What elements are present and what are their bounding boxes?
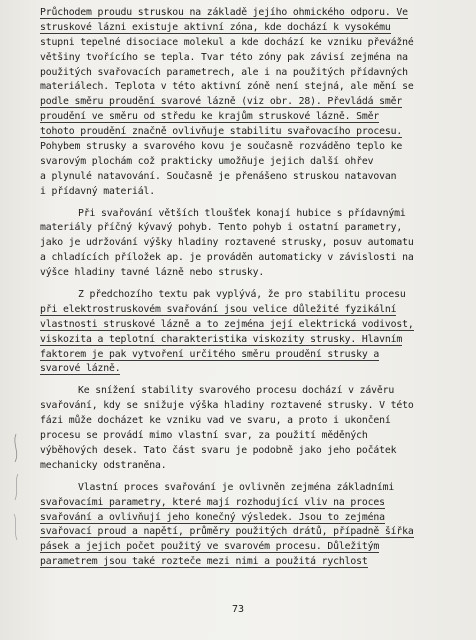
line-text: procesu se provádí mimo vlastní svar, za použití měděných: [40, 430, 368, 442]
paragraph-gap: [40, 281, 464, 288]
text-line: [40, 459, 464, 474]
text-line: [40, 207, 464, 222]
line-text: Pohybem strusky a svarového kovu je současně rozváděno teplo ke: [40, 141, 403, 153]
text-line: [40, 303, 464, 318]
text-line: [40, 333, 464, 348]
text-line: [40, 221, 464, 236]
line-text: svařování, kdy se snižuje výška hladiny roztavené strusky. V této: [40, 400, 414, 412]
text-line: [40, 155, 464, 170]
text-line: [40, 80, 464, 95]
highlighted-text: faktorem je pak vytvoření určitého směru proudění strusky a: [40, 348, 380, 360]
text-line: [40, 266, 464, 281]
text-line: [40, 496, 464, 511]
text-line: [40, 140, 464, 155]
highlighted-text: svařovacími parametry, které mají rozhodující vliv na proces: [40, 496, 385, 508]
margin-handwriting-marks: [6, 430, 26, 550]
text-line: [40, 170, 464, 185]
body-text: [40, 6, 464, 570]
text-line: [40, 6, 464, 21]
line-text: jako je udržování výšky hladiny roztavené strusky, posuv automatu: [40, 237, 414, 249]
text-line: [40, 95, 464, 110]
text-line: [40, 481, 464, 496]
text-line: [40, 21, 464, 36]
text-line: [40, 399, 464, 414]
text-line: [40, 110, 464, 125]
text-line: [40, 236, 464, 251]
line-text: Při svařování větších tloušťek konají hubice s přídavnými: [78, 207, 406, 219]
line-text: výšce hladiny tavné lázně nebo strusky.: [40, 267, 265, 279]
text-line: [40, 511, 464, 526]
text-line: [40, 362, 464, 377]
highlighted-text: tohoto proudění značně ovlivňuje stabilitu svařovacího procesu.: [40, 126, 403, 138]
paragraph-gap: [40, 474, 464, 481]
highlighted-text: svařovací proud a napětí, průměry použitých drátů, případně šířka: [40, 526, 414, 538]
text-line: [40, 51, 464, 66]
line-text: výběhových desek. Tato část svaru je podobně jako jeho počátek: [40, 444, 397, 456]
text-line: [40, 318, 464, 333]
highlighted-text: struskové lázni existuje aktivní zóna, kde dochází k vysokému: [40, 21, 391, 33]
text-line: [40, 555, 464, 570]
page-number: 73: [231, 604, 245, 615]
line-text: a plynulé natavování. Současně je přenášeno struskou natavovan: [40, 170, 397, 182]
text-line: [40, 444, 464, 459]
line-text: Ke snížení stability svarového procesu dochází v závěru: [78, 385, 395, 397]
line-text: stupni tepelné disociace molekul a kde dochází ke vzniku převážné: [40, 36, 414, 48]
text-line: [40, 429, 464, 444]
text-line: [40, 66, 464, 81]
line-text: Vlastní proces svařování je ovlivněn zejména základními: [78, 481, 395, 493]
text-line: [40, 251, 464, 266]
text-line: [40, 288, 464, 303]
line-text: materiálech. Teplota v této aktivní zóně není stejná, ale mění se: [40, 81, 414, 93]
highlighted-text: viskozita a teplotní charakteristika viskozity strusky. Hlavním: [40, 333, 403, 345]
highlighted-text: při elektrostruskovém svařování jsou velice důležité fyzikální: [40, 303, 397, 315]
text-line: [40, 185, 464, 200]
text-line: [40, 525, 464, 540]
highlighted-text: parametrem jsou také rozteče mezi nimi a použitá rychlost: [40, 556, 368, 568]
text-line: [40, 125, 464, 140]
line-text: a chladících příložek ap. je prováděn automaticky v závislosti na: [40, 252, 414, 264]
line-text: svarovým plochám což prakticky umožňuje jejich další ohřev: [40, 155, 374, 167]
highlighted-text: Průchodem proudu struskou na základě jejího ohmického odporu. Ve: [40, 7, 408, 18]
text-line: [40, 384, 464, 399]
paragraph-gap: [40, 200, 464, 207]
text-line: [40, 36, 464, 51]
highlighted-text: podle směru proudění svarové lázně (viz obr. 28). Převládá směr: [40, 96, 403, 108]
line-text: Z předchozího textu pak vyplývá, že pro stabilitu procesu: [78, 289, 406, 301]
highlighted-text: proudění ve směru od středu ke krajům struskové lázně. Směr: [40, 111, 380, 123]
paragraph-gap: [40, 377, 464, 384]
highlighted-text: vlastnosti struskové lázně a to zejména její elektrická vodivost,: [40, 318, 414, 330]
text-line: [40, 414, 464, 429]
line-text: fázi může docházet ke vzniku vad ve svaru, a proto i ukončení: [40, 415, 391, 427]
line-text: většiny tvořícího se tepla. Tvar této zóny pak závisí zejména na: [40, 51, 408, 63]
line-text: i přídavný materiál.: [40, 185, 155, 197]
line-text: materiály příčný kývavý pohyb. Tento pohyb i ostatní parametry,: [40, 222, 403, 234]
text-line: [40, 348, 464, 363]
highlighted-text: pásek a jejich počet použitý ve svarovém procesu. Důležitým: [40, 541, 380, 553]
line-text: mechanicky odstraněna.: [40, 459, 167, 471]
text-line: [40, 540, 464, 555]
highlighted-text: svarové lázně.: [40, 363, 121, 375]
highlighted-text: svařování a ovlivňují jeho konečný výsledek. Jsou to zejména: [40, 511, 385, 523]
line-text: použitých svařovacích parametrech, ale i na použitých přídavných: [40, 66, 408, 78]
